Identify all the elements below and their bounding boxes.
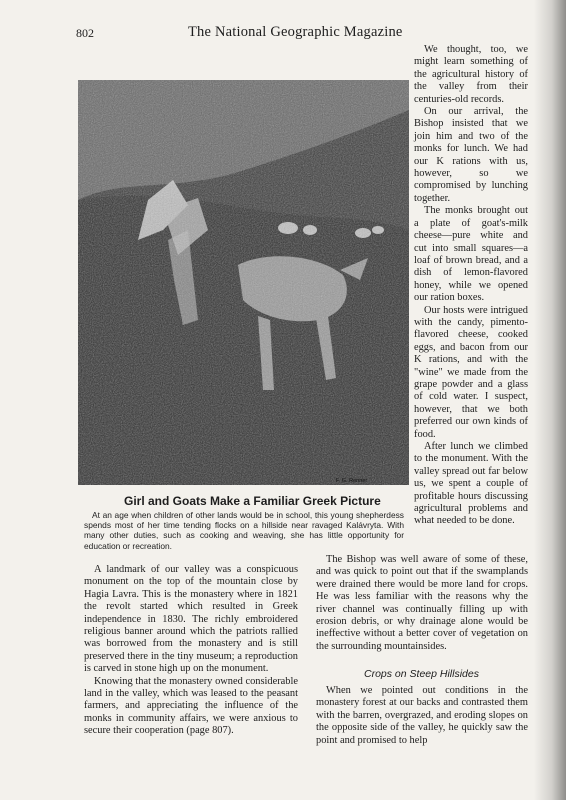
photo-credit: F. G. Renner	[336, 478, 368, 484]
middle-paragraph: When we pointed out conditions in the monastery forest at our backs and contrasted them with the barren, overgrazed, and eroding slopes on the opposite side of the valley, he quickly saw the point and promised to help	[316, 685, 528, 746]
section-subhead: Crops on Steep Hillsides	[364, 668, 479, 680]
left-column	[84, 564, 298, 738]
middle-paragraph: The Bishop was well aware of some of these, and was quick to point out that if the swamplands were drained there would be more land for crops. He was less familiar with the reasons why the river channel was continually filling up with erosion debris, or why drainage alone would be ineffective without a better cover of vegetation on the surrounding mountainsides.	[316, 554, 528, 652]
right-paragraph: Our hosts were intrigued with the candy, pimento-flavored cheese, cooked eggs, and bacon from our K rations, and with the "wine" we made from the grape powder and a glass of cold water. I suspect, however, that we both preferred our own kinds of food.	[414, 304, 528, 440]
middle-column-top	[316, 554, 528, 653]
page-number: 802	[76, 26, 94, 40]
left-paragraph: A landmark of our valley was a conspicuous monument on the top of the mountain close by Hagia Lavra. This is the monastery where in 1821 the revolt started which resulted in Greek independence in 1830. The richly embroidered religious banner around which the patriots rallied was borrowed from the monastery and is still preserved there in the tiny museum; a reproduction is carved in stone high up on the monument.	[84, 564, 298, 675]
right-paragraph: On our arrival, the Bishop insisted that we join him and two of the monks for lunch. We had our K rations with us, however, so we compromised by lunching together.	[414, 106, 528, 204]
caption-text: At an age when children of other lands would be in school, this young shepherdess spends most of her time tending flocks on a hillside near ravaged Kalávryta. With many other duties, such as cooking and weaving, she has little opportunity for education or recreation.	[84, 510, 404, 551]
page-edge-shadow	[534, 0, 566, 800]
right-paragraph: The monks brought out a plate of goat's-milk cheese—pure white and cut into small squares—a loaf of brown bread, and a dish of lemon-flavored honey, while we opened our ration boxes.	[414, 205, 528, 304]
right-paragraph: We thought, too, we might learn something of the agricultural history of the valley from their centuries-old records.	[414, 44, 528, 105]
right-column	[414, 44, 528, 528]
photo-illustration	[78, 80, 409, 485]
photo-girl-and-goats	[78, 80, 409, 485]
middle-column-bottom	[316, 685, 528, 747]
caption-title: Girl and Goats Make a Familiar Greek Picture	[124, 494, 381, 508]
right-paragraph: After lunch we climbed to the monument. With the valley spread out far below us, we spent a couple of profitable hours discussing agricultural problems and what needed to be done.	[414, 441, 528, 527]
running-head: The National Geographic Magazine	[188, 24, 403, 40]
left-paragraph: Knowing that the monastery owned considerable land in the valley, which was leased to the peasant farmers, and appreciating the influence of the monks in community affairs, we were anxious to secure their cooperation (page 807).	[84, 675, 298, 737]
